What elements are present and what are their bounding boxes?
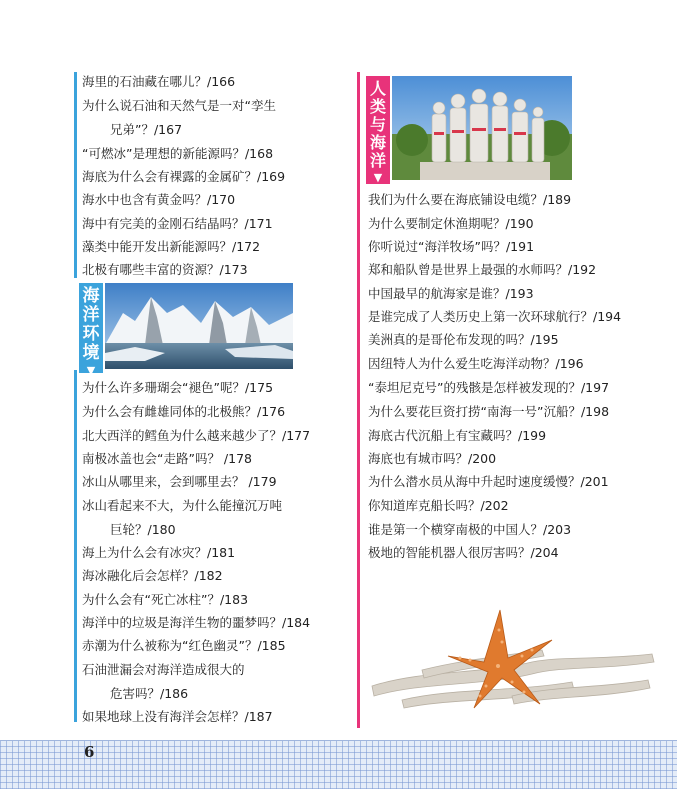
toc-item[interactable]: 北大西洋的鳕鱼为什么越来越少了？/177: [82, 428, 311, 443]
toc-item[interactable]: 为什么潜水员从海中升起时速度缓慢？/201: [368, 474, 609, 489]
toc-item[interactable]: 海底也有城市吗？/200: [368, 451, 497, 466]
section-tag-humans-and-ocean: [366, 76, 390, 184]
left-accent-bar-lower: [74, 370, 77, 722]
toc-item[interactable]: 海底古代沉船上有宝藏吗？/199: [368, 428, 547, 443]
section-title-text: 海洋环境: [82, 286, 100, 363]
iceberg-illustration: [105, 283, 293, 369]
toc-item[interactable]: 海底为什么会有裸露的金属矿？/169: [82, 169, 286, 184]
toc-item[interactable]: 海上为什么会有冰灾？/181: [82, 545, 236, 560]
toc-item[interactable]: 为什么许多珊瑚会“褪色”呢？/175: [82, 380, 274, 395]
down-arrow-icon: ▼: [373, 171, 383, 184]
iceberg-photo: [105, 283, 293, 369]
toc-item[interactable]: 海中有完美的金刚石结晶吗？/171: [82, 216, 273, 231]
down-arrow-icon: ▼: [86, 364, 96, 377]
toc-item[interactable]: 为什么说石油和天然气是一对“孪生: [82, 98, 276, 113]
toc-item[interactable]: 北极有哪些丰富的资源？/173: [82, 262, 248, 277]
toc-item[interactable]: 如果地球上没有海洋会怎样？/187: [82, 709, 273, 724]
toc-item[interactable]: 为什么要制定休渔期呢？/190: [368, 216, 534, 231]
toc-item[interactable]: 石油泄漏会对海洋造成很大的: [82, 662, 245, 677]
toc-item[interactable]: 因纽特人为什么爱生吃海洋动物？/196: [368, 356, 584, 371]
toc-item[interactable]: 极地的智能机器人很厉害吗？/204: [368, 545, 559, 560]
toc-item[interactable]: 南极冰盖也会“走路”吗？ /178: [82, 451, 252, 466]
toc-item[interactable]: 你听说过“海洋牧场”吗？/191: [368, 239, 535, 254]
toc-item[interactable]: 冰山从哪里来，会到哪里去？ /179: [82, 474, 277, 489]
left-accent-bar: [74, 72, 77, 278]
toc-item[interactable]: 藻类中能开发出新能源吗？/172: [82, 239, 261, 254]
starfish-illustration: [362, 600, 662, 720]
toc-item-continued[interactable]: 巨轮？/180: [110, 522, 176, 537]
toc-item[interactable]: 海水中也含有黄金吗？/170: [82, 192, 236, 207]
toc-item[interactable]: 为什么要花巨资打捞“南海一号”沉船？/198: [368, 404, 610, 419]
footer-grid-band: [0, 740, 677, 789]
toc-item[interactable]: 为什么会有雌雄同体的北极熊？/176: [82, 404, 286, 419]
toc-item[interactable]: 海洋中的垃圾是海洋生物的噩梦吗？/184: [82, 615, 311, 630]
toc-item[interactable]: 中国最早的航海家是谁？/193: [368, 286, 534, 301]
toc-item[interactable]: 赤潮为什么被称为“红色幽灵”？/185: [82, 638, 286, 653]
starfish-photo: [362, 600, 662, 720]
toc-item[interactable]: 我们为什么要在海底铺设电缆？/189: [368, 192, 572, 207]
statues-photo: [392, 76, 572, 180]
toc-item[interactable]: “可燃冰”是理想的新能源吗？/168: [82, 146, 274, 161]
page-number: 6: [84, 743, 95, 761]
toc-item[interactable]: 你知道库克船长吗？/202: [368, 498, 509, 513]
section-tag-ocean-environment: [79, 283, 103, 377]
toc-item[interactable]: 谁是第一个横穿南极的中国人？/203: [368, 522, 572, 537]
section-title-text: 人类与海洋: [369, 79, 386, 170]
toc-item[interactable]: 为什么会有“死亡冰柱”？/183: [82, 592, 249, 607]
toc-item[interactable]: 海冰融化后会怎样？/182: [82, 568, 223, 583]
statues-illustration: [392, 76, 572, 180]
toc-item[interactable]: 美洲真的是哥伦布发现的吗？/195: [368, 332, 559, 347]
right-accent-bar: [357, 72, 360, 728]
toc-item[interactable]: “泰坦尼克号”的残骸是怎样被发现的？/197: [368, 380, 610, 395]
section-title: [79, 287, 103, 363]
toc-item-continued[interactable]: 危害吗？/186: [110, 686, 189, 701]
toc-item-continued[interactable]: 兄弟”？/167: [110, 122, 183, 137]
toc-item[interactable]: 海里的石油藏在哪儿？/166: [82, 74, 236, 89]
toc-item[interactable]: 郑和船队曾是世界上最强的水师吗？/192: [368, 262, 597, 277]
toc-item[interactable]: 是谁完成了人类历史上第一次环球航行？/194: [368, 309, 622, 324]
toc-item[interactable]: 冰山看起来不大，为什么能撞沉万吨: [82, 498, 283, 513]
